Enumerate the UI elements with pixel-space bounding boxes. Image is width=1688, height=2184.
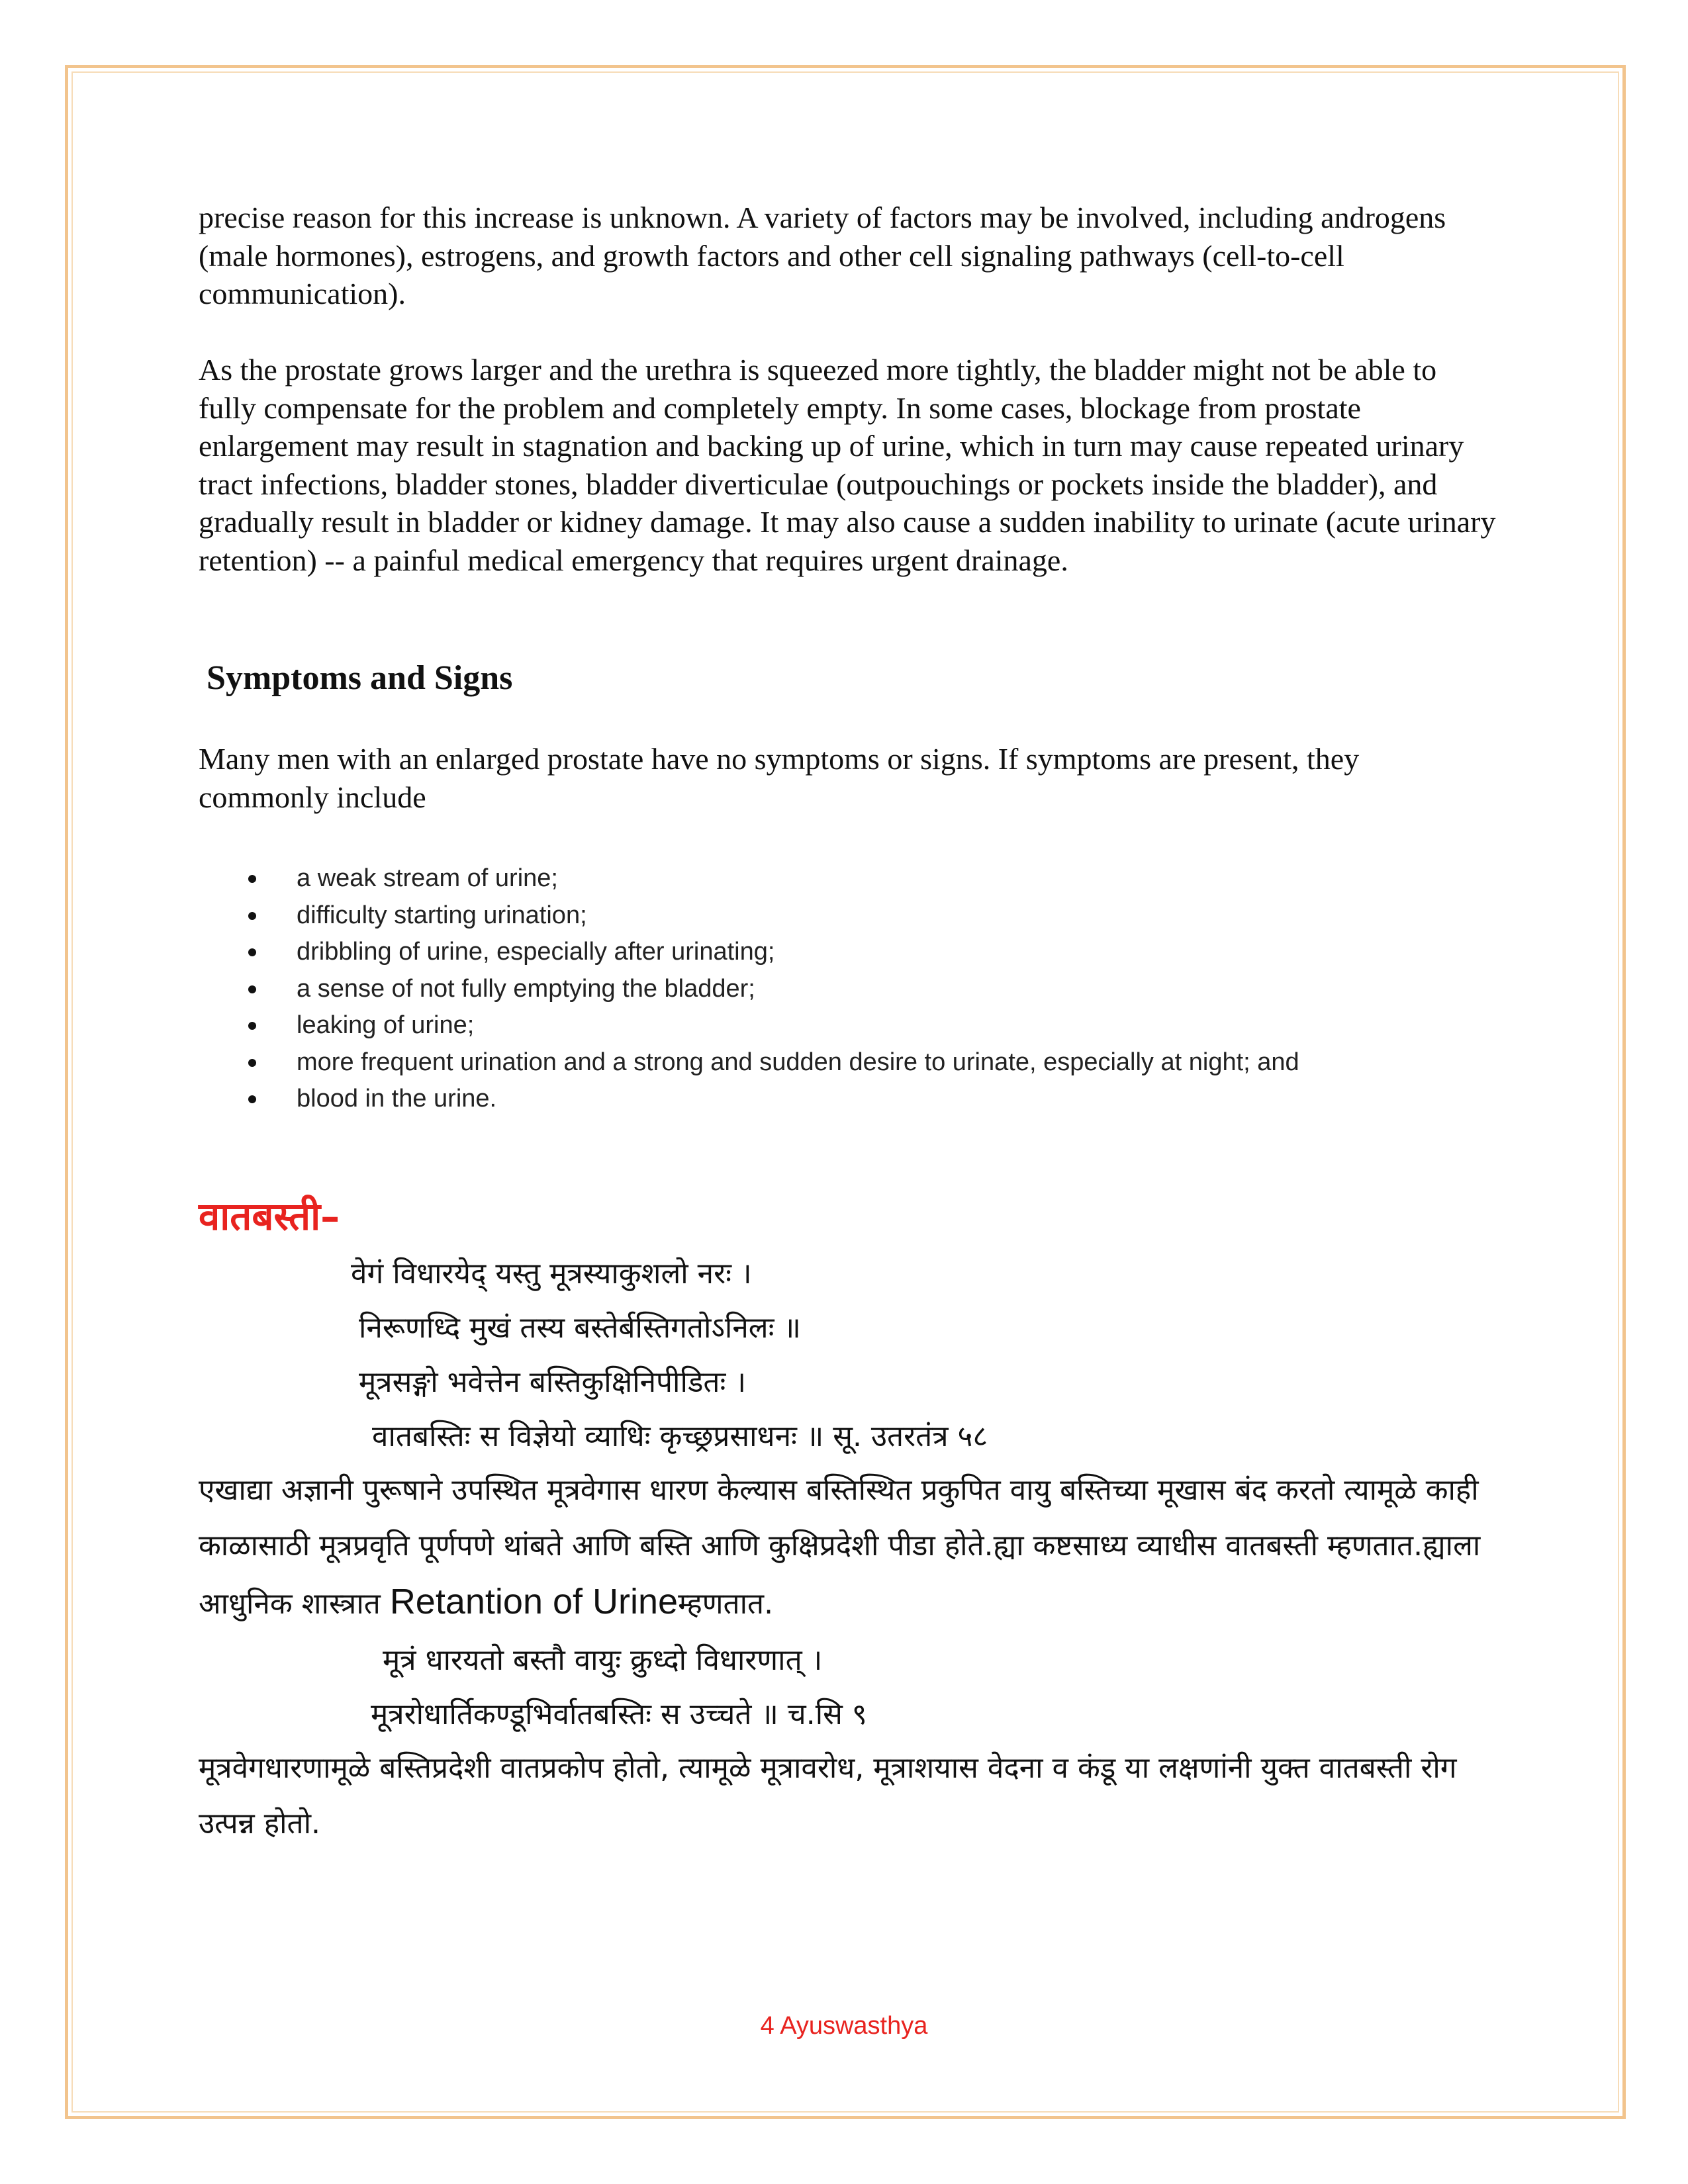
marathi-section-heading: वातबस्ती– [199,1194,340,1239]
list-item-text: blood in the urine. [297,1085,497,1113]
english-term: Retantion of Urine [389,1582,679,1621]
page-footer: 4 Ayuswasthya [760,2012,928,2040]
sanskrit-verse-line: निरूणध्दि मुखं तस्य बस्तेर्बस्तिगतोऽनिलः ॥ [359,1311,801,1345]
list-item [199,971,1299,1008]
sanskrit-verse-line: वेगं विधारयेद् यस्तु मूत्रस्याकुशलो नरः । [351,1257,752,1291]
sanskrit-verse-line: मूत्रसङ्गो भवेत्तेन बस्तिकुक्षिनिपीडितः । [359,1365,747,1399]
bullet-icon [248,948,256,956]
bullet-icon [248,1095,256,1103]
list-item-text: a sense of not fully emptying the bladder; [297,974,755,1003]
list-item [199,1044,1299,1081]
list-item [199,1081,1299,1118]
paragraph-cause: precise reason for this increase is unknown. A variety of factors may be involved, including androgens (male hormones), estrogens, and growth factors and other cell signaling pathways (cell-to-cell communication). [199,201,1446,310]
marathi-text: एखाद्या अज्ञानी पुरूषाने उपस्थित मूत्रवेगास धारण केल्यास बस्तिस्थित प्रकुपित वायु बस्तिच्या मूखास बंद करतो त्यामूळे काही काळासाठी मूत्रप्रवृति पूर्णपणे थांबते आणि बस्ति आणि कुक्षिप्रदेशी पीडा होते.ह्या कष्टसाध्य व्याधीस वातबस्ती म्हणतात.ह्याला आधुनिक शास्त्रात [199,1473,1481,1621]
paragraph-complications: As the prostate grows larger and the urethra is squeezed more tightly, the bladder might not be able to fully compensate for the problem and completely empty. In some cases, blockage from prostate enlargement may result in stagnation and backing up of urine, which in turn may cause repeated urinary tract infections, bladder stones, bladder diverticulae (outpouchings or pockets inside the bladder), and gradually result in bladder or kidney damage. It may also cause a sudden inability to urinate (acute urinary retention) -- a painful medical emergency that requires urgent drainage. [199,353,1496,577]
list-item-text: difficulty starting urination; [297,901,587,929]
bullet-icon [248,1059,256,1067]
paragraph-symptoms-intro: Many men with an enlarged prostate have no symptoms or signs. If symptoms are present, they commonly include [199,742,1360,814]
list-item [199,897,1299,934]
list-item [199,934,1299,971]
list-item-text: leaking of urine; [297,1011,475,1039]
marathi-text: म्हणतात. [678,1587,774,1621]
symptom-list [199,860,1299,1118]
bullet-icon [248,875,256,883]
bullet-icon [248,985,256,993]
sanskrit-verse-line: वातबस्तिः स विज्ञेयो व्याधिः कृच्छ्रप्रसाधनः ॥ सू. उतरतंत्र ५८ [372,1420,988,1453]
list-item-text: dribbling of urine, especially after urinating; [297,938,775,966]
bullet-icon [248,1022,256,1030]
marathi-paragraph-explanation [199,1463,1509,1632]
list-item [199,860,1299,897]
marathi-paragraph-summary: मूत्रवेगधारणामूळे बस्तिप्रदेशी वातप्रकोप होतो, त्यामूळे मूत्रावरोध, मूत्राशयास वेदना व कंडू या लक्षणांनी युक्त वातबस्ती रोग उत्पन्न होतो. [199,1751,1457,1841]
sanskrit-verse-line: मूत्रं धारयतो बस्तौ वायुः क्रुध्दो विधारणात् । [383,1643,823,1677]
section-heading-symptoms: Symptoms and Signs [207,659,513,697]
list-item [199,1007,1299,1044]
list-item-text: more frequent urination and a strong and sudden desire to urinate, especially at night; and [297,1048,1299,1076]
bullet-icon [248,912,256,920]
sanskrit-verse-line: मूत्ररोधार्तिकण्डूभिर्वातबस्तिः स उच्चते ॥ च.सि ९ [371,1698,867,1731]
list-item-text: a weak stream of urine; [297,864,558,892]
